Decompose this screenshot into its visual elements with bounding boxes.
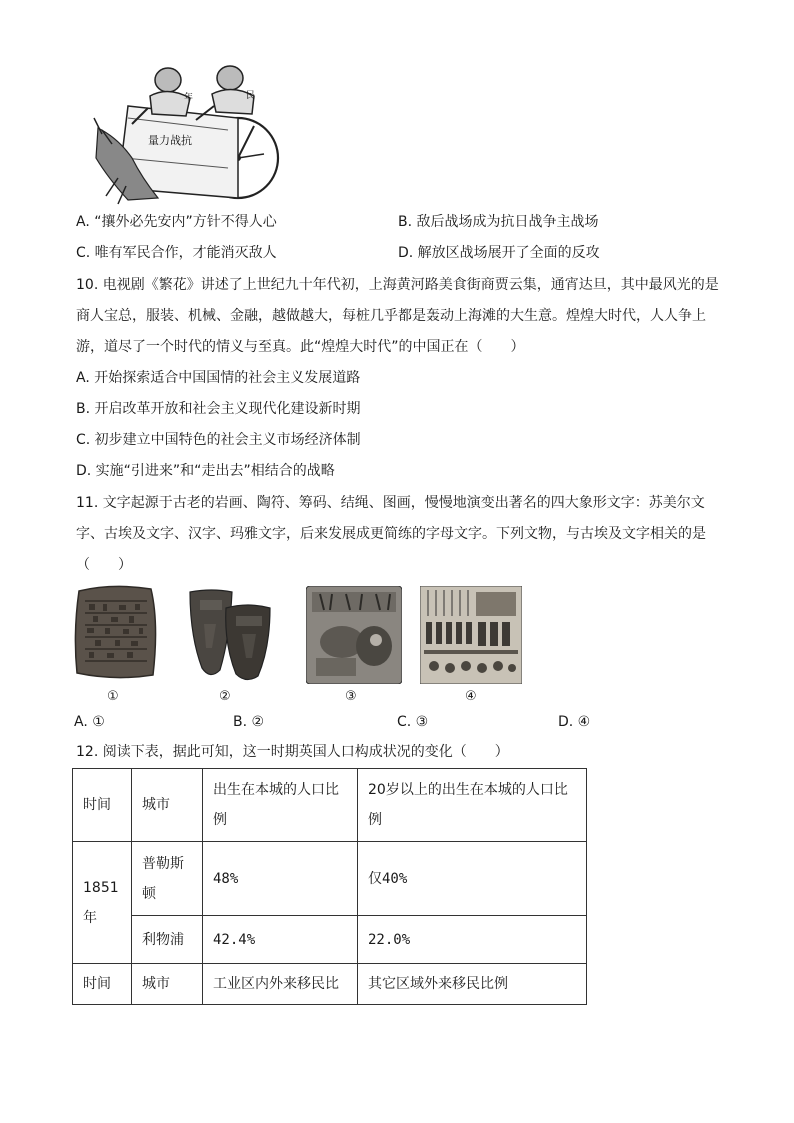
narmer-palette-image xyxy=(186,588,274,684)
image-label-3: ③ xyxy=(345,689,357,704)
q11-stem-line-3: （ ） xyxy=(76,557,132,573)
born-local-cell: 42.4% xyxy=(203,916,358,964)
table-row xyxy=(73,916,587,964)
q9-option-d: D. 解放区战场展开了全面的反攻 xyxy=(398,245,600,261)
table-footer-row xyxy=(73,964,587,1005)
q10-stem-line-1: 10. 电视剧《繁花》讲述了上世纪九十年代初，上海黄河路美食街商贾云集，通宵达旦，其中最风光的是 xyxy=(76,277,719,293)
header-born-local: 出生在本城的人口比例 xyxy=(203,769,358,842)
q9-option-b: B. 敌后战场成为抗日战争主战场 xyxy=(398,214,599,230)
year-cell: 1851年 xyxy=(73,842,132,964)
header-time: 时间 xyxy=(73,769,132,842)
image-label-2: ② xyxy=(219,689,231,704)
q10-stem-line-3: 游，道尽了一个时代的情义与至真。此“煌煌大时代”的中国正在（ ） xyxy=(76,339,525,355)
q11-stem-line-2: 字、古埃及文字、汉字、玛雅文字，后来发展成更简练的字母文字。下列文物，与古埃及文字相关的是 xyxy=(76,526,706,542)
q11-stem-line-1: 11. 文字起源于古老的岩画、陶符、筹码、结绳、图画，慢慢地演变出著名的四大象形文字：苏美尔文 xyxy=(76,495,705,511)
adult-born-local-cell: 22.0% xyxy=(358,916,587,964)
table-header-row xyxy=(73,769,587,842)
footer-industrial-immigrant: 工业区内外来移民比 xyxy=(203,964,358,1005)
city-cell: 利物浦 xyxy=(132,916,203,964)
footer-other-immigrant: 其它区域外来移民比例 xyxy=(358,964,587,1005)
population-table xyxy=(72,768,587,1005)
q11-option-a: A. ① xyxy=(74,714,105,730)
header-adult-born-local: 20岁以上的出生在本城的人口比例 xyxy=(358,769,587,842)
q10-option-a: A. 开始探索适合中国国情的社会主义发展道路 xyxy=(76,370,361,386)
q10-option-b: B. 开启改革开放和社会主义现代化建设新时期 xyxy=(76,401,361,417)
q10-stem-line-2: 商人宝总，服装、机械、金融，越做越大，每桩几乎都是轰动上海滩的大生意。煌煌大时代，人人争上 xyxy=(76,308,706,324)
q11-option-b: B. ② xyxy=(233,714,265,730)
q10-option-d: D. 实施“引进来”和“走出去”相结合的战略 xyxy=(76,463,335,479)
footer-city: 城市 xyxy=(132,964,203,1005)
q9-option-a: A. “攘外必先安内”方针不得人心 xyxy=(76,214,277,230)
table-row xyxy=(73,842,587,916)
image-label-4: ④ xyxy=(465,689,477,704)
image-label-1: ① xyxy=(107,689,119,704)
cartoon-tag-2: 民 xyxy=(246,91,256,101)
cartoon-tag-1: 年 xyxy=(184,93,194,103)
header-city: 城市 xyxy=(132,769,203,842)
footer-time: 时间 xyxy=(73,964,132,1005)
born-local-cell: 48% xyxy=(203,842,358,916)
q11-option-d: D. ④ xyxy=(558,714,591,730)
q10-option-c: C. 初步建立中国特色的社会主义市场经济体制 xyxy=(76,432,361,448)
cuneiform-tablet-image xyxy=(73,583,159,681)
q9-option-c: C. 唯有军民合作，才能消灭敌人 xyxy=(76,245,277,261)
anti-war-cartoon-image xyxy=(88,58,288,208)
q11-option-c: C. ③ xyxy=(397,714,429,730)
adult-born-local-cell: 仅40% xyxy=(358,842,587,916)
cartoon-label: 量力战抗 xyxy=(148,134,192,147)
egyptian-papyrus-image xyxy=(420,586,522,684)
q12-stem: 12. 阅读下表，据此可知，这一时期英国人口构成状况的变化（ ） xyxy=(76,744,509,760)
maya-relief-image xyxy=(306,586,402,684)
city-cell: 普勒斯顿 xyxy=(132,842,203,916)
